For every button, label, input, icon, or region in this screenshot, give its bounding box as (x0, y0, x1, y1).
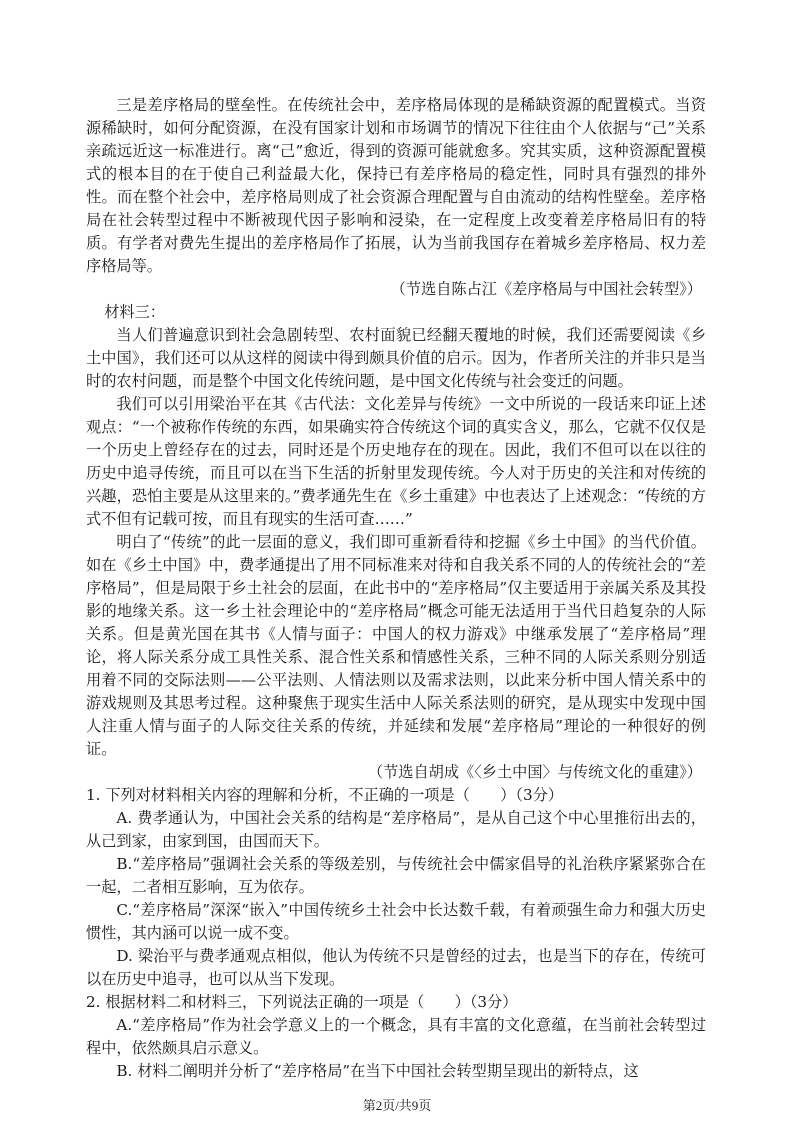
question-2-stem: 2. 根据材料二和材料三，下列说法正确的一项是（ ）（3分） (86, 993, 518, 1011)
material3-source: （节选自胡成《〈乡土中国〉与传统文化的重建》） (367, 763, 702, 781)
material3-paragraph-1: 当人们普遍意识到社会急剧转型、农村面貌已经翻天覆地的时候，我们还需要阅读《乡土中国》，我们还可以从这样的阅读中得到颇具价值的启示。因为，作者所关注的并非只是当时的农村问题，而是整个中国文化传统问题，是中国文化传统与社会变迁的问题。 (86, 326, 706, 390)
question-2-option-b: B. 材料二阐明并分析了“差序格局”在当下中国社会转型期呈现出的新特点，这 (116, 1062, 639, 1080)
document-body (86, 94, 706, 1083)
question-1-option-a: A. 费孝通认为，中国社会关系的结构是“差序格局”，是从自己这个中心里推衍出去的，从己到家，由家到国，由国而天下。 (86, 809, 706, 850)
question-1-option-c: C.“差序格局”深深“嵌入”中国传统乡土社会中长达数千载，有着顽强生命力和强大历史惯性，其内涵可以说一成不变。 (86, 901, 706, 942)
material3-paragraph-2: 我们可以引用梁治平在其《古代法：文化差异与传统》一文中所说的一段话来印证上述观点：“一个被称作传统的东西，如果确实符合传统这个词的真实含义，那么，它就不仅仅是一个历史上曾经存在的过去，同时还是个历史地存在的现在。因此，我们不但可以在以往的历史中追寻传统，而且可以在当下生活的折射里发现传统。今人对于历史的关注和对传统的兴趣，恐怕主要是从这里来的。”费孝通先生在《乡土重建》中也表达了上述观念：“传统的方式不但有记载可按，而且有现实的生活可查……” (86, 395, 706, 528)
page-number: 第2页/共9页 (362, 1098, 432, 1113)
passage2-source: （节选自陈占江《差序格局与中国社会转型》） (390, 280, 702, 298)
question-1-stem: 1. 下列对材料相关内容的理解和分析，不正确的一项是（ ）（3分） (86, 786, 564, 804)
question-1-option-d: D. 梁治平与费孝通观点相似，他认为传统不只是曾经的过去，也是当下的存在，传统可以在历史中追寻，也可以从当下发现。 (86, 947, 706, 988)
material3-paragraph-3: 明白了“传统”的此一层面的意义，我们即可重新看待和挖掘《乡土中国》的当代价值。如在《乡土中国》中，费孝通提出了用不同标准来对待和自我关系不同的人的传统社会的“差序格局”，但是局限于乡土社会的层面，在此书中的“差序格局”仅主要适用于亲属关系及其投影的地缘关系。这一乡土社会理论中的“差序格局”概念可能无法适用于当代日趋复杂的人际关系。但是黄光国在其书《人情与面子：中国人的权力游戏》中继承发展了“差序格局”理论，将人际关系分成工具性关系、混合性关系和情感性关系，三种不同的人际关系则分别适用着不同的交际法则——公平法则、人情法则以及需求法则，以此来分析中国人情关系中的游戏规则及其思考过程。这种聚焦于现实生活中人际关系法则的研究，是从现实中发现中国人注重人情与面子的人际交往关系的传统，并延续和发展“差序格局”理论的一种很好的例证。 (86, 533, 706, 758)
question-1-option-b: B.“差序格局”强调社会关系的等级差别，与传统社会中儒家倡导的礼治秩序紧紧弥合在一起，二者相互影响，互为依存。 (86, 855, 706, 896)
question-2 (86, 991, 706, 1083)
passage2-paragraph: 三是差序格局的壁垒性。在传统社会中，差序格局体现的是稀缺资源的配置模式。当资源稀缺时，如何分配资源，在没有国家计划和市场调节的情况下往往由个人依据与“己”关系亲疏远近这一标准进行。离“己”愈近，得到的资源可能就愈多。究其实质，这种资源配置模式的根本目的在于使自己利益最大化，保持已有差序格局的稳定性，同时具有强烈的排外性。而在整个社会中，差序格局则成了社会资源合理配置与自由流动的结构性壁垒。差序格局在社会转型过程中不断被现代因子影响和浸染，在一定程度上改变着差序格局旧有的特质。有学者对费先生提出的差序格局作了拓展，认为当前我国存在着城乡差序格局、权力差序格局等。 (86, 96, 706, 275)
material3-heading: 材料三： (104, 303, 165, 321)
question-2-option-a: A.“差序格局”作为社会学意义上的一个概念，具有丰富的文化意蕴，在当前社会转型过程中，依然颇具启示意义。 (86, 1016, 706, 1057)
question-1 (86, 784, 706, 991)
